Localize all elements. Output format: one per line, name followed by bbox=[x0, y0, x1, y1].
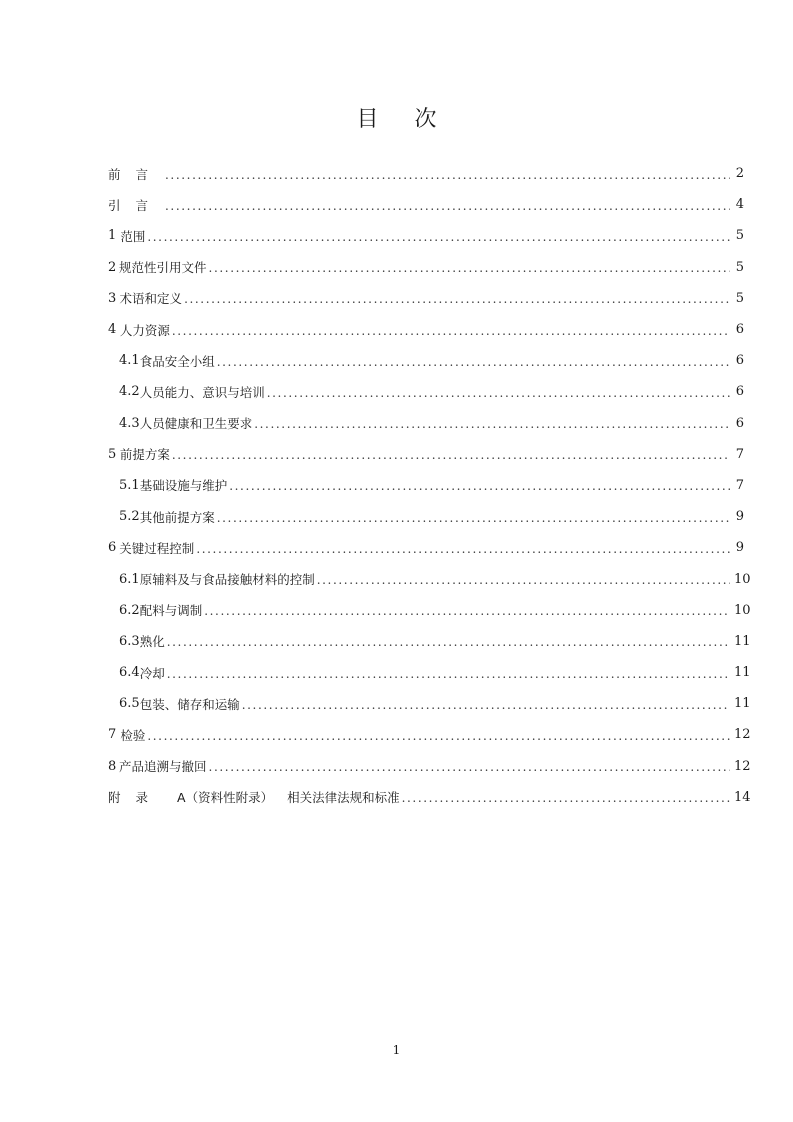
toc-number: 6.5 bbox=[119, 696, 140, 712]
toc-entry-4-1[interactable] bbox=[108, 345, 744, 376]
toc-entry-6[interactable] bbox=[108, 532, 744, 563]
toc-label: 包装、储存和运输 bbox=[139, 696, 240, 712]
toc-leader bbox=[172, 448, 730, 462]
toc-number: 5.2 bbox=[119, 509, 140, 525]
toc-page: 10 bbox=[734, 571, 751, 587]
toc-entry-6-1[interactable] bbox=[108, 563, 751, 594]
title-char-2: 次 bbox=[414, 107, 437, 132]
toc-page: 11 bbox=[734, 665, 751, 681]
toc-page: 9 bbox=[735, 509, 744, 525]
toc-number: 1 bbox=[108, 228, 117, 244]
toc-page: 4 bbox=[735, 197, 744, 213]
toc-number: 8 bbox=[108, 758, 117, 774]
toc-page: 12 bbox=[734, 758, 751, 774]
toc-label: 人力资源 bbox=[119, 322, 170, 338]
toc-number: 6 bbox=[108, 540, 117, 556]
toc-leader bbox=[165, 199, 730, 213]
toc-number: 7 bbox=[108, 727, 117, 743]
toc-label: 人员能力、意识与培训 bbox=[139, 384, 265, 400]
toc-label: 原辅料及与食品接触材料的控制 bbox=[139, 572, 315, 588]
toc-entry-appendix-a[interactable] bbox=[108, 782, 751, 813]
toc-number: 4.3 bbox=[119, 415, 140, 431]
toc-entry-6-5[interactable] bbox=[108, 688, 751, 719]
toc-label: 基础设施与维护 bbox=[139, 478, 228, 494]
toc-number: 4 bbox=[108, 322, 117, 338]
toc-page: 6 bbox=[735, 353, 744, 369]
toc-leader bbox=[172, 324, 730, 338]
toc-number: 5 bbox=[108, 446, 117, 462]
toc-entry-7[interactable] bbox=[108, 719, 751, 750]
toc-page: 5 bbox=[735, 290, 744, 306]
toc-number: 6.4 bbox=[119, 665, 140, 681]
toc-page: 6 bbox=[735, 415, 744, 431]
toc-page: 14 bbox=[734, 789, 751, 805]
toc-leader bbox=[267, 386, 730, 400]
toc-page: 7 bbox=[735, 446, 744, 462]
toc-leader bbox=[165, 168, 730, 182]
toc-label: 术语和定义 bbox=[119, 291, 183, 307]
toc-label: 人员健康和卫生要求 bbox=[139, 416, 253, 432]
toc-page: 12 bbox=[734, 727, 751, 743]
toc-leader bbox=[147, 230, 730, 244]
toc-label: 引言 bbox=[108, 197, 164, 213]
toc-entry-6-2[interactable] bbox=[108, 595, 751, 626]
toc-page: 11 bbox=[734, 633, 751, 649]
toc-page: 11 bbox=[734, 696, 751, 712]
toc-entry-4[interactable] bbox=[108, 314, 744, 345]
toc-leader bbox=[217, 511, 730, 525]
toc-label: 前言 bbox=[108, 166, 164, 182]
toc-label: 产品追溯与撤回 bbox=[119, 759, 207, 775]
toc-label: 检验 bbox=[120, 727, 146, 743]
toc-entry-5-2[interactable] bbox=[108, 501, 744, 532]
toc-label: 前提方案 bbox=[119, 447, 170, 463]
toc-leader bbox=[167, 667, 730, 681]
toc-leader bbox=[209, 760, 730, 774]
toc-leader bbox=[217, 355, 730, 369]
toc-page: 5 bbox=[735, 228, 744, 244]
toc-leader bbox=[317, 573, 730, 587]
toc-label: 关键过程控制 bbox=[119, 540, 195, 556]
toc-page: 6 bbox=[735, 322, 744, 338]
toc-number: 5.1 bbox=[119, 477, 140, 493]
toc-number: 3 bbox=[108, 290, 117, 306]
toc-number: 6.2 bbox=[119, 602, 140, 618]
toc-page: 7 bbox=[735, 477, 744, 493]
toc-leader bbox=[196, 542, 730, 556]
toc-entry-2[interactable] bbox=[108, 252, 744, 283]
toc-leader bbox=[402, 791, 730, 805]
toc-page: 10 bbox=[734, 602, 751, 618]
table-of-contents bbox=[108, 158, 751, 813]
title-char-1: 目 bbox=[356, 107, 379, 132]
toc-leader bbox=[204, 604, 730, 618]
toc-label: 范围 bbox=[120, 228, 146, 244]
toc-leader bbox=[254, 417, 730, 431]
toc-entry-4-3[interactable] bbox=[108, 408, 744, 439]
toc-number: 6.3 bbox=[119, 633, 140, 649]
toc-entry-1[interactable] bbox=[108, 220, 744, 251]
toc-page: 9 bbox=[735, 540, 744, 556]
toc-number: 6.1 bbox=[119, 571, 140, 587]
toc-entry-5-1[interactable] bbox=[108, 470, 744, 501]
toc-entry-4-2[interactable] bbox=[108, 376, 744, 407]
toc-label: 其他前提方案 bbox=[139, 509, 215, 525]
toc-label: 食品安全小组 bbox=[139, 353, 215, 369]
toc-label: 冷却 bbox=[139, 665, 165, 681]
page-number: 1 bbox=[392, 1043, 401, 1057]
toc-entry-foreword[interactable] bbox=[108, 158, 744, 189]
toc-entry-8[interactable] bbox=[108, 751, 751, 782]
appendix-title: 相关法律法规和标准 bbox=[287, 790, 400, 806]
toc-entry-3[interactable] bbox=[108, 283, 744, 314]
toc-page: 5 bbox=[735, 259, 744, 275]
toc-leader bbox=[147, 729, 730, 743]
toc-leader bbox=[167, 635, 730, 649]
toc-number: 4.1 bbox=[119, 353, 140, 369]
toc-leader bbox=[242, 698, 730, 712]
toc-label bbox=[108, 788, 400, 806]
appendix-prefix: 附录 bbox=[108, 790, 164, 806]
toc-number: 2 bbox=[108, 259, 117, 275]
toc-page: 6 bbox=[735, 384, 744, 400]
toc-label: 配料与调制 bbox=[139, 603, 203, 619]
toc-page: 2 bbox=[735, 166, 744, 182]
toc-leader bbox=[209, 261, 730, 275]
toc-entry-intro[interactable] bbox=[108, 189, 744, 220]
toc-label: 规范性引用文件 bbox=[119, 260, 207, 276]
page-title bbox=[0, 102, 793, 133]
appendix-letter: A（资料性附录） bbox=[177, 790, 274, 806]
toc-leader bbox=[229, 479, 730, 493]
toc-number: 4.2 bbox=[119, 384, 140, 400]
toc-entry-5[interactable] bbox=[108, 439, 744, 470]
toc-label: 熟化 bbox=[139, 634, 165, 650]
toc-entry-6-4[interactable] bbox=[108, 657, 751, 688]
toc-entry-6-3[interactable] bbox=[108, 626, 751, 657]
toc-leader bbox=[184, 292, 730, 306]
